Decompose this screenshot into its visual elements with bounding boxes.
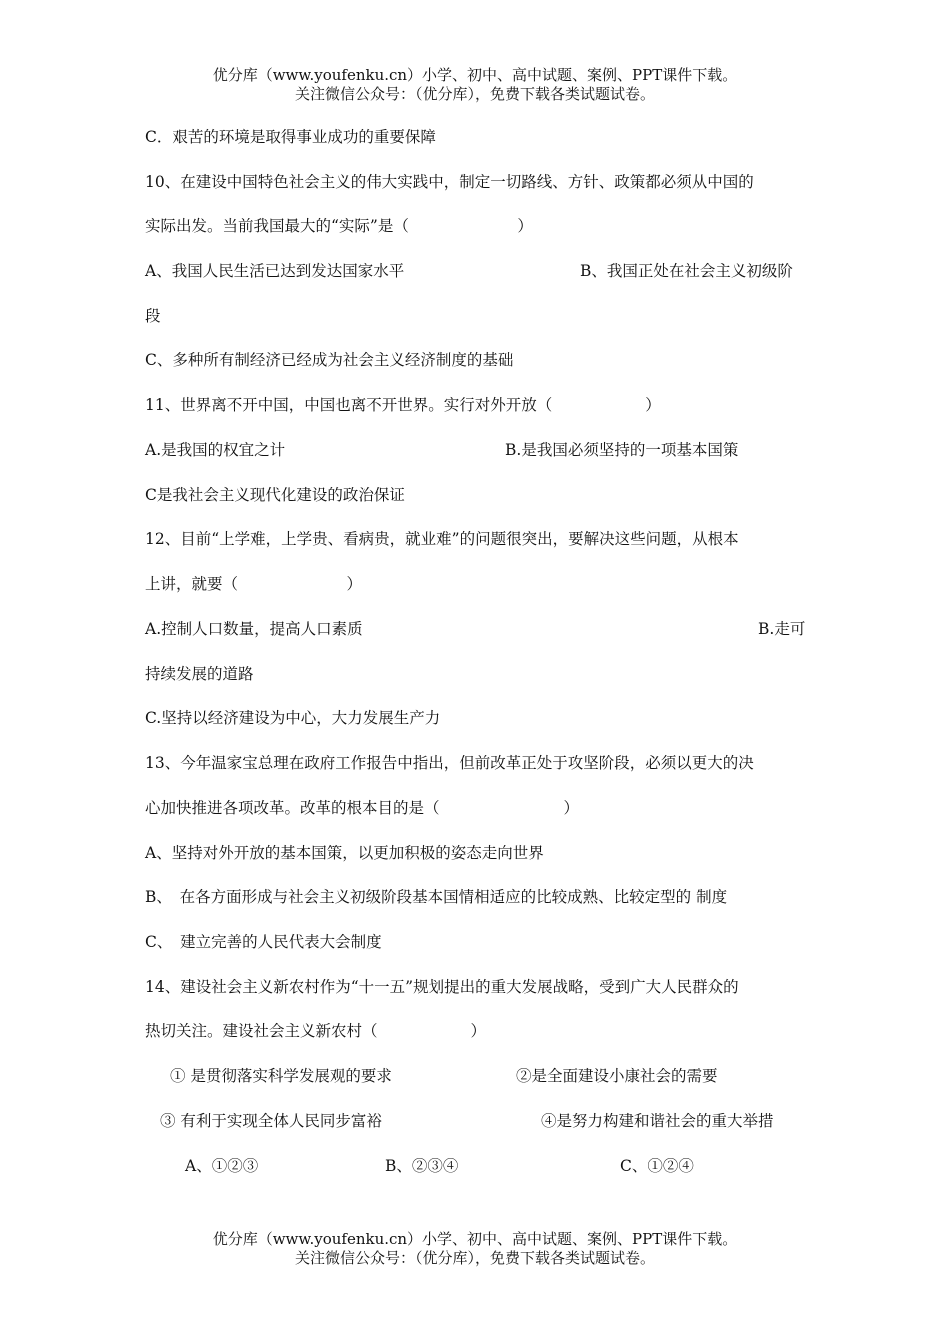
footer-line-1: 优分库（www.youfenku.cn）小学、初中、高中试题、案例、PPT课件下载。	[212, 1230, 738, 1248]
q14-statement-2: ②是全面建设小康社会的需要	[516, 1067, 718, 1085]
q11-text: 11、世界离不开中国，中国也离不开世界。实行对外开放（ ）	[145, 396, 661, 414]
q14-statement-4: ④是努力构建和谐社会的重大举措	[541, 1112, 774, 1130]
q14-statement-1: ① 是贯彻落实科学发展观的要求	[170, 1067, 392, 1085]
footer-line-2: 关注微信公众号：（优分库），免费下载各类试题试卷。	[294, 1249, 655, 1267]
q11-option-a: A.是我国的权宜之计	[145, 441, 286, 459]
q10-option-b-wrap: 段	[145, 307, 161, 325]
header-line-1: 优分库（www.youfenku.cn）小学、初中、高中试题、案例、PPT课件下载。	[212, 66, 738, 84]
header-line-2: 关注微信公众号：（优分库），免费下载各类试题试卷。	[294, 85, 655, 103]
q14-option-a: A、①②③	[185, 1157, 259, 1175]
q12-option-b: B.走可	[758, 620, 806, 638]
q12-text-line-2: 上讲，就要（ ）	[145, 575, 363, 593]
q9-option-c: C．艰苦的环境是取得事业成功的重要保障	[145, 128, 436, 146]
q14-option-c: C、①②④	[620, 1157, 694, 1175]
q13-option-c: C、 建立完善的人民代表大会制度	[145, 933, 382, 951]
q13-text-line-1: 13、今年温家宝总理在政府工作报告中指出，但前改革正处于攻坚阶段，必须以更大的决	[145, 754, 754, 772]
page-header	[0, 66, 950, 104]
q10-option-c: C、多种所有制经济已经成为社会主义经济制度的基础	[145, 351, 514, 369]
q10-text-line-1: 10、在建设中国特色社会主义的伟大实践中，制定一切路线、方针、政策都必须从中国的	[145, 173, 754, 191]
q10-option-b: B、我国正处在社会主义初级阶	[580, 262, 793, 280]
q14-option-b: B、②③④	[385, 1157, 459, 1175]
q13-option-b: B、 在各方面形成与社会主义初级阶段基本国情相适应的比较成熟、比较定型的 制度	[145, 888, 728, 906]
q12-option-a: A.控制人口数量，提高人口素质	[145, 620, 363, 638]
q13-option-a: A、坚持对外开放的基本国策，以更加积极的姿态走向世界	[145, 844, 544, 862]
q13-text-line-2: 心加快推进各项改革。改革的根本目的是（ ）	[145, 799, 580, 817]
q14-text-line-2: 热切关注。建设社会主义新农村（ ）	[145, 1022, 487, 1040]
q10-text-line-2: 实际出发。当前我国最大的“实际”是（ ）	[145, 217, 533, 235]
q12-option-c: C.坚持以经济建设为中心，大力发展生产力	[145, 709, 441, 727]
q12-option-b-wrap: 持续发展的道路	[145, 665, 254, 683]
q14-statement-3: ③ 有利于实现全体人民同步富裕	[160, 1112, 382, 1130]
q10-option-a: A、我国人民生活已达到发达国家水平	[145, 262, 405, 280]
q11-option-b: B.是我国必须坚持的一项基本国策	[505, 441, 739, 459]
page-footer	[0, 1230, 950, 1268]
q11-option-c: C是我社会主义现代化建设的政治保证	[145, 486, 405, 504]
q12-text-line-1: 12、目前“上学难，上学贵、看病贵，就业难”的问题很突出，要解决这些问题，从根本	[145, 530, 739, 548]
q14-text-line-1: 14、建设社会主义新农村作为“十一五”规划提出的重大发展战略，受到广大人民群众的	[145, 978, 739, 996]
